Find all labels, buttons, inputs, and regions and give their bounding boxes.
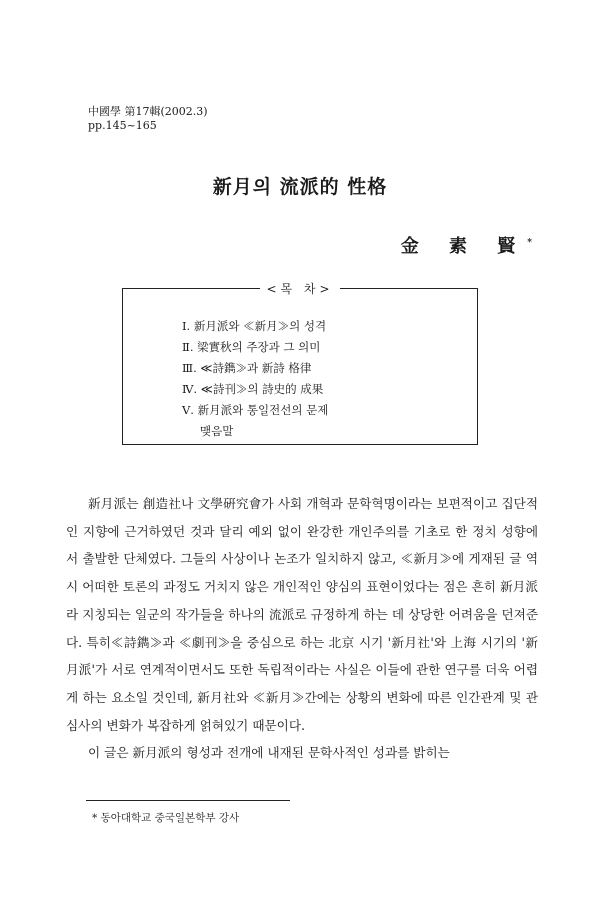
table-of-contents (122, 280, 478, 445)
author (401, 232, 532, 258)
journal-volume: 中國學 第17輯(2002.3) (88, 105, 208, 118)
toc-item: Ⅲ. ≪詩鐫≫과 新詩 格律 (182, 361, 312, 375)
paper-title: 新月의 流派的 性格 (212, 176, 388, 198)
toc-list (182, 316, 328, 442)
journal-citation (88, 105, 208, 133)
footnote: * 동아대학교 중국일본학부 강사 (92, 812, 240, 824)
toc-item: 맺음말 (200, 424, 234, 438)
author-footnote-mark: * (527, 238, 532, 248)
footnote-divider (86, 800, 290, 801)
journal-pages: pp.145~165 (88, 119, 157, 132)
author-name: 金 素 賢 (400, 236, 528, 257)
toc-heading-text: <목 차> (260, 282, 339, 296)
body-text (66, 490, 538, 767)
toc-heading (122, 280, 478, 297)
toc-item: Ⅱ. 梁實秋의 주장과 그 의미 (182, 340, 321, 354)
toc-item: Ⅴ. 新月派와 통일전선의 문제 (182, 403, 329, 417)
paragraph: 이 글은 新月派의 형성과 전개에 내재된 문학사적인 성과를 밝히는 (88, 745, 450, 761)
toc-item: Ⅰ. 新月派와 ≪新月≫의 성격 (182, 319, 327, 333)
paragraph: 新月派는 創造社나 文學硏究會가 사회 개혁과 문학혁명이라는 보편적이고 집단적인 지향에 근거하였던 것과 달리 예외 없이 완강한 개인주의를 기초로 한 정치 성향에서 출발한 단체였다. 그들의 사상이나 논조가 일치하지 않고, ≪新月≫에 게재된 글 역시 어떠한 토론의 과정도 거치지 않은 개인적인 양심의 표현이었다는 점은 흔히 新月派라 지칭되는 일군의 작가들을 하나의 流派로 규정하게 하는 데 상당한 어려움을 던져준다. 특히≪詩鐫≫과 ≪劇刊≫을 중심으로 하는 北京 시기 '新月社'와 上海 시기의 '新月派'가 서로 연계적이면서도 또한 독립적이라는 사실은 이들에 관한 연구를 더욱 어렵게 하는 요소일 것인데, 新月社와 ≪新月≫간에는 상황의 변화에 따른 인간관계 및 관심사의 변화가 복잡하게 얽혀있기 때문이다. (66, 496, 538, 733)
toc-item: Ⅳ. ≪詩刊≫의 詩史的 成果 (182, 382, 324, 396)
